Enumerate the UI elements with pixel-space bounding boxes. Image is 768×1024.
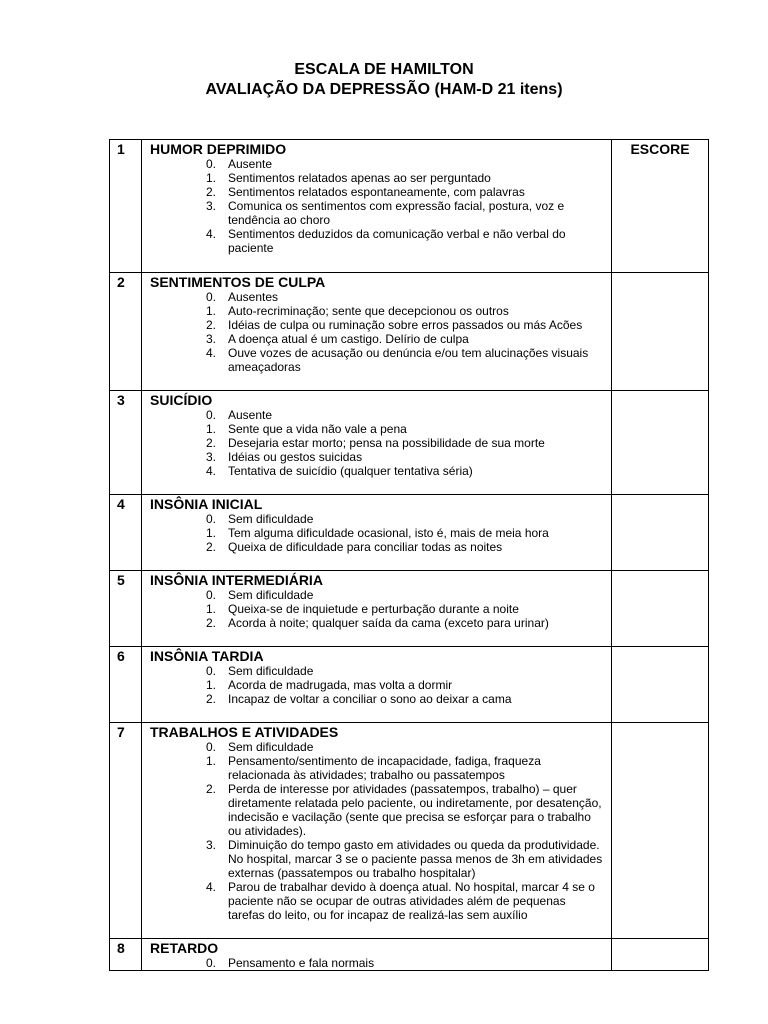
option-score-value: 0.: [206, 664, 217, 678]
option-text: Sentimentos deduzidos da comunicação verbal e não verbal do paciente: [228, 227, 566, 255]
item-number: 5: [110, 571, 142, 647]
option-item: [142, 450, 611, 464]
item-title: SUICÍDIO: [150, 392, 213, 408]
option-item: [142, 422, 611, 436]
item-body: [142, 571, 612, 647]
scale-item-row: [110, 939, 709, 971]
item-number: 8: [110, 939, 142, 971]
option-text: Incapaz de voltar a conciliar o sono ao deixar a cama: [228, 692, 512, 706]
option-list: [142, 290, 611, 374]
option-score-value: 2.: [206, 436, 217, 450]
option-item: [142, 616, 611, 630]
item-title: HUMOR DEPRIMIDO: [150, 141, 287, 157]
option-score-value: 3.: [206, 838, 217, 852]
option-item: [142, 782, 611, 838]
option-text: Parou de trabalhar devido à doença atual. No hospital, marcar 4 se o paciente não se ocupar de outras atividades além de pequenas tarefas do leito, ou for incapaz de realizá-las sem auxílio: [228, 880, 595, 922]
item-body: [142, 391, 612, 495]
option-list: [142, 664, 611, 706]
option-item: [142, 290, 611, 304]
option-score-value: 1.: [206, 422, 217, 436]
option-item: [142, 540, 611, 554]
hamilton-scale-table: [109, 139, 709, 971]
item-body: [142, 647, 612, 723]
item-title: INSÔNIA TARDIA: [150, 648, 264, 664]
option-text: Idéias ou gestos suicidas: [228, 450, 363, 464]
option-item: [142, 346, 611, 374]
option-text: Sentimentos relatados apenas ao ser perguntado: [228, 171, 491, 185]
score-cell[interactable]: [612, 495, 709, 571]
option-list: [142, 512, 611, 554]
option-text: Pensamento/sentimento de incapacidade, fadiga, fraqueza relacionada às atividades; trabalho ou passatempos: [228, 754, 541, 782]
item-title: SENTIMENTOS DE CULPA: [150, 274, 326, 290]
item-body: [142, 495, 612, 571]
option-text: Sente que a vida não vale a pena: [228, 422, 407, 436]
option-item: [142, 692, 611, 706]
option-text: Queixa-se de inquietude e perturbação durante a noite: [228, 602, 519, 616]
option-item: [142, 880, 611, 922]
title-line-2: AVALIAÇÃO DA DEPRESSÃO (HAM-D 21 itens): [205, 81, 563, 98]
option-text: Ausente: [228, 408, 273, 422]
option-list: [142, 408, 611, 478]
scale-item-row: [110, 647, 709, 723]
option-item: [142, 171, 611, 185]
item-title: TRABALHOS E ATIVIDADES: [150, 724, 339, 740]
option-text: Tentativa de suicídio (qualquer tentativa séria): [228, 464, 473, 478]
option-text: Acorda de madrugada, mas volta a dormir: [228, 678, 453, 692]
option-score-value: 0.: [206, 512, 217, 526]
option-score-value: 0.: [206, 740, 217, 754]
option-score-value: 2.: [206, 540, 217, 554]
option-text: Desejaria estar morto; pensa na possibilidade de sua morte: [228, 436, 545, 450]
option-list: [142, 157, 611, 255]
option-score-value: 0.: [206, 588, 217, 602]
option-text: Perda de interesse por atividades (passatempos, trabalho) – quer diretamente relatada pelo paciente, ou indiretamente, por desatenção, indecisão e vacilação (sente que precisa se esforçar para o trabalho ou atividades).: [228, 782, 602, 838]
item-number: 3: [110, 391, 142, 495]
option-item: [142, 512, 611, 526]
item-body: [142, 273, 612, 391]
option-text: Sem dificuldade: [228, 512, 314, 526]
item-number: 2: [110, 273, 142, 391]
option-item: [142, 754, 611, 782]
option-score-value: 1.: [206, 304, 217, 318]
item-body: [142, 723, 612, 939]
option-text: Ausentes: [228, 290, 279, 304]
option-score-value: 1.: [206, 171, 217, 185]
item-number: 7: [110, 723, 142, 939]
option-score-value: 2.: [206, 616, 217, 630]
option-text: Sem dificuldade: [228, 588, 314, 602]
score-cell[interactable]: [612, 939, 709, 971]
option-item: [142, 588, 611, 602]
option-text: Comunica os sentimentos com expressão facial, postura, voz e tendência ao choro: [228, 199, 565, 227]
option-score-value: 2.: [206, 692, 217, 706]
option-item: [142, 464, 611, 478]
option-item: [142, 408, 611, 422]
option-score-value: 0.: [206, 157, 217, 171]
option-score-value: 4.: [206, 880, 217, 894]
item-number: 4: [110, 495, 142, 571]
option-text: Tem alguma dificuldade ocasional, isto é, mais de meia hora: [228, 526, 549, 540]
option-score-value: 2.: [206, 782, 217, 796]
scale-item-row: [110, 391, 709, 495]
option-score-value: 3.: [206, 199, 217, 213]
option-text: Ouve vozes de acusação ou denúncia e/ou tem alucinações visuais ameaçadoras: [228, 346, 589, 374]
option-score-value: 1.: [206, 678, 217, 692]
scale-item-row: [110, 273, 709, 391]
item-title: INSÔNIA INTERMEDIÁRIA: [150, 572, 323, 588]
option-score-value: 2.: [206, 185, 217, 199]
option-item: [142, 678, 611, 692]
option-list: [142, 956, 611, 970]
option-score-value: 0.: [206, 956, 217, 970]
option-item: [142, 740, 611, 754]
option-item: [142, 227, 611, 255]
score-cell[interactable]: [612, 273, 709, 391]
option-text: Ausente: [228, 157, 273, 171]
option-item: [142, 304, 611, 318]
item-body: [142, 939, 612, 971]
option-score-value: 3.: [206, 450, 217, 464]
option-score-value: 4.: [206, 464, 217, 478]
scale-item-row: [110, 140, 709, 273]
option-text: Pensamento e fala normais: [228, 956, 375, 970]
option-item: [142, 664, 611, 678]
scale-item-row: [110, 571, 709, 647]
option-score-value: 1.: [206, 754, 217, 768]
item-number: 1: [110, 140, 142, 273]
title-line-1: ESCALA DE HAMILTON: [294, 61, 474, 78]
option-text: Idéias de culpa ou ruminação sobre erros passados ou más Acões: [228, 318, 583, 332]
option-text: Auto-recriminação; sente que decepcionou os outros: [228, 304, 509, 318]
item-body: [142, 140, 612, 273]
item-number: 6: [110, 647, 142, 723]
document-title: [0, 60, 768, 100]
option-item: [142, 436, 611, 450]
option-text: Queixa de dificuldade para conciliar todas as noites: [228, 540, 503, 554]
score-cell[interactable]: [612, 571, 709, 647]
scale-item-row: [110, 723, 709, 939]
option-item: [142, 157, 611, 171]
option-item: [142, 318, 611, 332]
option-score-value: 4.: [206, 227, 217, 241]
option-text: A doença atual é um castigo. Delírio de culpa: [228, 332, 469, 346]
option-item: [142, 602, 611, 616]
scale-item-row: [110, 495, 709, 571]
option-list: [142, 588, 611, 630]
option-item: [142, 956, 611, 970]
option-item: [142, 332, 611, 346]
option-item: [142, 185, 611, 199]
score-cell[interactable]: [612, 391, 709, 495]
option-item: [142, 199, 611, 227]
option-score-value: 1.: [206, 526, 217, 540]
score-cell[interactable]: [612, 723, 709, 939]
option-item: [142, 526, 611, 540]
option-item: [142, 838, 611, 880]
score-cell[interactable]: [612, 647, 709, 723]
option-score-value: 2.: [206, 318, 217, 332]
option-text: Acorda à noite; qualquer saída da cama (exceto para urinar): [228, 616, 549, 630]
item-title: RETARDO: [150, 940, 219, 956]
option-score-value: 0.: [206, 290, 217, 304]
option-score-value: 1.: [206, 602, 217, 616]
option-text: Diminuição do tempo gasto em atividades ou queda da produtividade. No hospital, marcar 3 se o paciente passa menos de 3h em atividades externas (passatempos ou trabalho hospitalar): [228, 838, 603, 880]
option-text: Sem dificuldade: [228, 664, 314, 678]
option-text: Sentimentos relatados espontaneamente, com palavras: [228, 185, 525, 199]
option-score-value: 0.: [206, 408, 217, 422]
option-list: [142, 740, 611, 922]
option-text: Sem dificuldade: [228, 740, 314, 754]
score-cell[interactable]: ESCORE: [612, 140, 709, 273]
option-score-value: 3.: [206, 332, 217, 346]
option-score-value: 4.: [206, 346, 217, 360]
item-title: INSÔNIA INICIAL: [150, 496, 263, 512]
